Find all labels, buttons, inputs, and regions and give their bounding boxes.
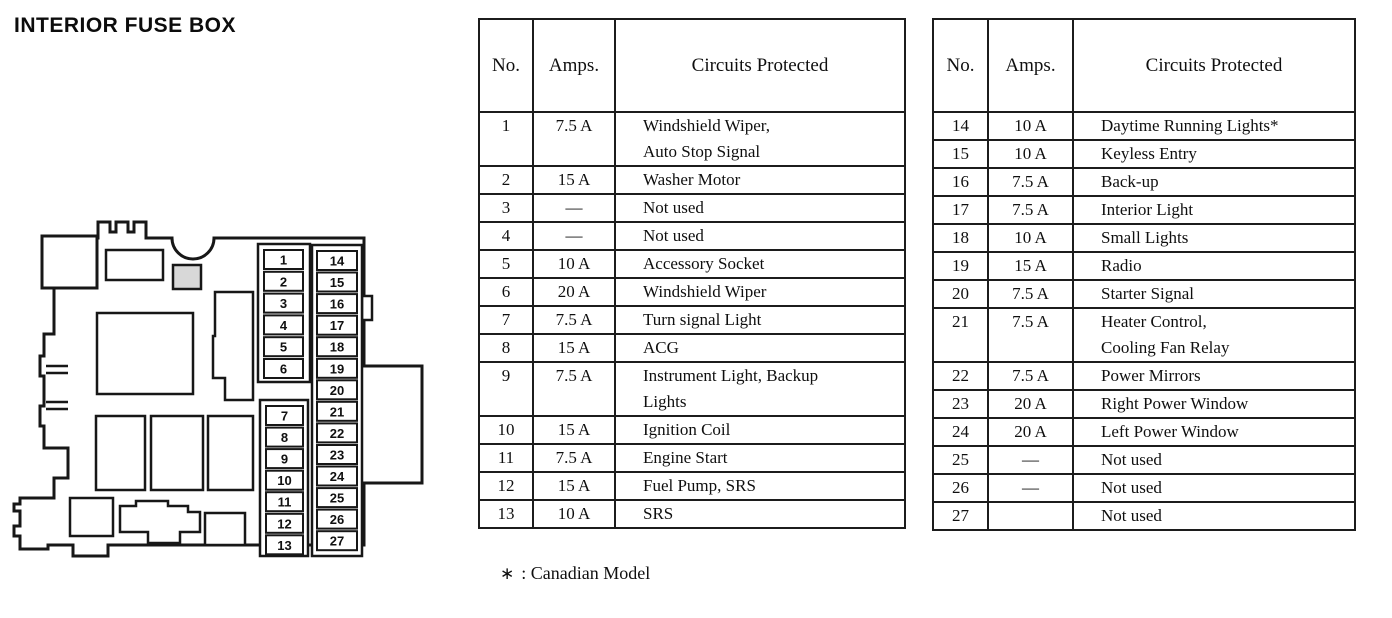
fuse-number-cell: 11 xyxy=(479,444,533,472)
fuse-row xyxy=(933,446,1355,474)
fuse-row xyxy=(933,224,1355,252)
fuse-slot-number: 5 xyxy=(279,339,288,355)
footnote xyxy=(500,563,650,584)
fuse-row xyxy=(479,250,905,278)
relay-block xyxy=(97,313,193,394)
fuse-amps-cell: 15 A xyxy=(533,334,615,362)
fuse-slot-number: 15 xyxy=(329,275,345,290)
fuse-circuits-cell xyxy=(615,112,905,166)
fuse-number-cell: 15 xyxy=(933,140,988,168)
fuse-slot-number: 8 xyxy=(280,430,289,446)
fuse-circuits-cell xyxy=(615,306,905,334)
circuit-line: Not used xyxy=(1101,506,1162,525)
circuit-line: Left Power Window xyxy=(1101,422,1239,441)
circuit-line: ACG xyxy=(643,338,679,357)
fuse-amps-cell: 10 A xyxy=(988,112,1073,140)
circuit-line: Not used xyxy=(1101,478,1162,497)
circuit-line: Heater Control, xyxy=(1101,312,1207,331)
fuse-amps-cell: 10 A xyxy=(533,250,615,278)
fuse-slot-number: 18 xyxy=(329,339,345,355)
column-header-circuits: Circuits Protected xyxy=(1073,19,1355,112)
fuse-row xyxy=(933,252,1355,280)
fuse-number-cell: 2 xyxy=(479,166,533,194)
fuse-circuits-cell xyxy=(1073,418,1355,446)
fuse-amps-cell: 15 A xyxy=(533,166,615,194)
circuit-line: Not used xyxy=(643,198,704,217)
fuse-row xyxy=(479,222,905,250)
fuse-circuits-cell xyxy=(615,166,905,194)
fuse-amps-cell: 15 A xyxy=(533,472,615,500)
circuit-line: Auto Stop Signal xyxy=(643,142,761,161)
fuse-number-cell: 12 xyxy=(479,472,533,500)
fuse-slot-number: 21 xyxy=(329,404,345,420)
fuse-box-diagram xyxy=(10,216,430,572)
circuit-line: Power Mirrors xyxy=(1101,366,1201,385)
fuse-slot-number: 17 xyxy=(329,318,345,334)
fuse-circuits-cell xyxy=(1073,196,1355,224)
fuse-row xyxy=(479,362,905,416)
fuse-circuits-cell xyxy=(1073,140,1355,168)
fuse-slot-number: 25 xyxy=(329,490,345,506)
fuse-row xyxy=(479,166,905,194)
page-title: INTERIOR FUSE BOX xyxy=(14,14,237,37)
circuit-line: Not used xyxy=(643,226,704,245)
fuse-slot-number: 10 xyxy=(277,473,292,489)
fuse-number-cell: 17 xyxy=(933,196,988,224)
fuse-circuits-cell xyxy=(615,472,905,500)
fuse-row xyxy=(479,500,905,528)
fuse-row xyxy=(933,196,1355,224)
circuit-line: Windshield Wiper, xyxy=(643,116,771,135)
fuse-number-cell: 14 xyxy=(933,112,988,140)
column-header-circuits: Circuits Protected xyxy=(615,19,905,112)
fuse-amps-cell: — xyxy=(533,194,615,222)
fuse-slot-number: 11 xyxy=(277,494,292,510)
fuse-amps-cell: 20 A xyxy=(533,278,615,306)
relay-block xyxy=(106,250,163,280)
fuse-number-cell: 16 xyxy=(933,168,988,196)
circuit-line: SRS xyxy=(643,504,674,523)
fuse-number-cell: 22 xyxy=(933,362,988,390)
fuse-amps-cell: — xyxy=(988,474,1073,502)
circuit-line: Accessory Socket xyxy=(643,254,765,273)
relay-block-shaded xyxy=(173,265,201,289)
fuse-row xyxy=(933,362,1355,390)
fuse-circuits-cell xyxy=(1073,362,1355,390)
circuit-line: Small Lights xyxy=(1101,228,1189,247)
fuse-amps-cell: 7.5 A xyxy=(533,444,615,472)
fuse-circuits-cell xyxy=(615,222,905,250)
fuse-amps-cell: 15 A xyxy=(988,252,1073,280)
fuse-number-cell: 1 xyxy=(479,112,533,166)
fuse-slot-number: 1 xyxy=(279,252,288,268)
relay-block xyxy=(70,498,113,536)
relay-block xyxy=(208,416,253,490)
fuse-amps-cell: 10 A xyxy=(533,500,615,528)
column-header-amps: Amps. xyxy=(988,19,1073,112)
fuse-slot-number: 14 xyxy=(329,253,345,269)
fuse-slot-number: 24 xyxy=(329,469,345,484)
fuse-slot-number: 20 xyxy=(329,382,345,398)
fuse-number-cell: 21 xyxy=(933,308,988,362)
fuse-amps-cell: 7.5 A xyxy=(988,168,1073,196)
fuse-circuits-cell xyxy=(615,278,905,306)
fuse-number-cell: 18 xyxy=(933,224,988,252)
fuse-circuits-cell xyxy=(615,444,905,472)
fuse-circuits-cell xyxy=(1073,502,1355,530)
fuse-amps-cell: 7.5 A xyxy=(988,196,1073,224)
fuse-slot-number: 26 xyxy=(329,512,345,528)
fuse-number-cell: 4 xyxy=(479,222,533,250)
fuse-circuits-cell xyxy=(615,362,905,416)
fuse-row xyxy=(479,472,905,500)
fuse-number-cell: 24 xyxy=(933,418,988,446)
fuse-amps-cell: 10 A xyxy=(988,224,1073,252)
circuit-line: Lights xyxy=(643,392,687,411)
fuse-amps-cell: 7.5 A xyxy=(533,362,615,416)
fuse-number-cell: 26 xyxy=(933,474,988,502)
fuse-slot-number: 6 xyxy=(279,361,288,377)
fuse-box-svg xyxy=(10,216,430,572)
fuse-row xyxy=(479,278,905,306)
fuse-slot-number: 27 xyxy=(329,533,345,549)
circuit-line: Daytime Running Lights* xyxy=(1101,116,1279,135)
fuse-number-cell: 8 xyxy=(479,334,533,362)
fuse-slot-number: 2 xyxy=(279,274,288,290)
footnote-text: : Canadian Model xyxy=(521,563,651,583)
fuse-slot-number: 7 xyxy=(280,408,289,424)
fuse-slot-number: 19 xyxy=(329,361,345,377)
fuse-slot-number: 16 xyxy=(329,296,345,312)
circuit-line: Radio xyxy=(1101,256,1142,275)
circuit-line: Ignition Coil xyxy=(643,420,731,439)
fuse-circuits-cell xyxy=(1073,252,1355,280)
fuse-row xyxy=(479,334,905,362)
fuse-circuits-cell xyxy=(615,334,905,362)
fuse-amps-cell: 7.5 A xyxy=(988,280,1073,308)
relay-block xyxy=(151,416,203,490)
fuse-circuits-cell xyxy=(1073,168,1355,196)
fuse-row xyxy=(933,390,1355,418)
fuse-row xyxy=(479,112,905,166)
circuit-line: Turn signal Light xyxy=(643,310,762,329)
circuit-line: Washer Motor xyxy=(643,170,741,189)
fuse-slot-number: 23 xyxy=(329,447,345,463)
fuse-slot-number: 3 xyxy=(279,296,288,312)
asterisk-icon: ∗ xyxy=(500,564,515,584)
fuse-number-cell: 7 xyxy=(479,306,533,334)
fuse-circuits-cell xyxy=(615,500,905,528)
fuse-number-cell: 13 xyxy=(479,500,533,528)
circuit-line: Interior Light xyxy=(1101,200,1194,219)
circuit-line: Windshield Wiper xyxy=(643,282,767,301)
circuit-line: Keyless Entry xyxy=(1101,144,1197,163)
fuse-slot-number: 12 xyxy=(277,516,292,532)
fuse-row xyxy=(933,502,1355,530)
fuse-circuits-cell xyxy=(615,416,905,444)
circuit-line: Back-up xyxy=(1101,172,1159,191)
circuit-line: Fuel Pump, SRS xyxy=(643,476,756,495)
fuse-row xyxy=(933,418,1355,446)
fuse-amps-cell: 20 A xyxy=(988,418,1073,446)
circuit-line: Engine Start xyxy=(643,448,728,467)
fuse-slot-number: 13 xyxy=(277,537,292,553)
fuse-amps-cell: 20 A xyxy=(988,390,1073,418)
header-row xyxy=(933,19,1355,112)
fuse-slot-number: 22 xyxy=(329,425,345,441)
relay-block xyxy=(205,513,245,545)
fuse-amps-cell: 7.5 A xyxy=(988,362,1073,390)
fuse-circuits-cell xyxy=(1073,280,1355,308)
fuse-number-cell: 23 xyxy=(933,390,988,418)
fuse-amps-cell: 7.5 A xyxy=(988,308,1073,362)
fuse-circuits-cell xyxy=(615,250,905,278)
fuse-number-cell: 20 xyxy=(933,280,988,308)
fuse-row xyxy=(933,280,1355,308)
fuse-circuits-cell xyxy=(615,194,905,222)
fuse-number-cell: 9 xyxy=(479,362,533,416)
fuse-amps-cell xyxy=(988,502,1073,530)
fuse-row xyxy=(479,306,905,334)
fuse-circuits-cell xyxy=(1073,474,1355,502)
fuse-amps-cell: — xyxy=(533,222,615,250)
top-left-module xyxy=(42,236,97,288)
fuse-amps-cell: — xyxy=(988,446,1073,474)
fuse-slot-number: 4 xyxy=(279,317,288,333)
relay-block xyxy=(96,416,145,490)
fuse-row xyxy=(479,194,905,222)
fuse-slot-number: 9 xyxy=(280,451,289,467)
right-frame-tab xyxy=(362,296,372,320)
fuse-number-cell: 6 xyxy=(479,278,533,306)
circuit-line: Not used xyxy=(1101,450,1162,469)
fuse-number-cell: 3 xyxy=(479,194,533,222)
fuse-table-left xyxy=(478,18,906,529)
fuse-row xyxy=(933,112,1355,140)
column-header-no: No. xyxy=(479,19,533,112)
fuse-circuits-cell xyxy=(1073,390,1355,418)
circuit-line: Cooling Fan Relay xyxy=(1101,338,1230,357)
fuse-row xyxy=(479,416,905,444)
fuse-table-right xyxy=(932,18,1356,531)
fuse-row xyxy=(479,444,905,472)
fuse-number-cell: 25 xyxy=(933,446,988,474)
fuse-circuits-cell xyxy=(1073,224,1355,252)
fuse-circuits-cell xyxy=(1073,446,1355,474)
column-header-amps: Amps. xyxy=(533,19,615,112)
fuse-number-cell: 27 xyxy=(933,502,988,530)
fuse-circuits-cell xyxy=(1073,112,1355,140)
fuse-amps-cell: 7.5 A xyxy=(533,112,615,166)
fuse-amps-cell: 15 A xyxy=(533,416,615,444)
fuse-row xyxy=(933,140,1355,168)
fuse-amps-cell: 10 A xyxy=(988,140,1073,168)
fuse-number-cell: 19 xyxy=(933,252,988,280)
fuse-row xyxy=(933,308,1355,362)
fuse-number-cell: 5 xyxy=(479,250,533,278)
circuit-line: Starter Signal xyxy=(1101,284,1195,303)
circuit-line: Instrument Light, Backup xyxy=(643,366,819,385)
header-row xyxy=(479,19,905,112)
fuse-number-cell: 10 xyxy=(479,416,533,444)
column-header-no: No. xyxy=(933,19,988,112)
fuse-amps-cell: 7.5 A xyxy=(533,306,615,334)
circuit-line: Right Power Window xyxy=(1101,394,1249,413)
fuse-row xyxy=(933,168,1355,196)
fuse-row xyxy=(933,474,1355,502)
fuse-circuits-cell xyxy=(1073,308,1355,362)
